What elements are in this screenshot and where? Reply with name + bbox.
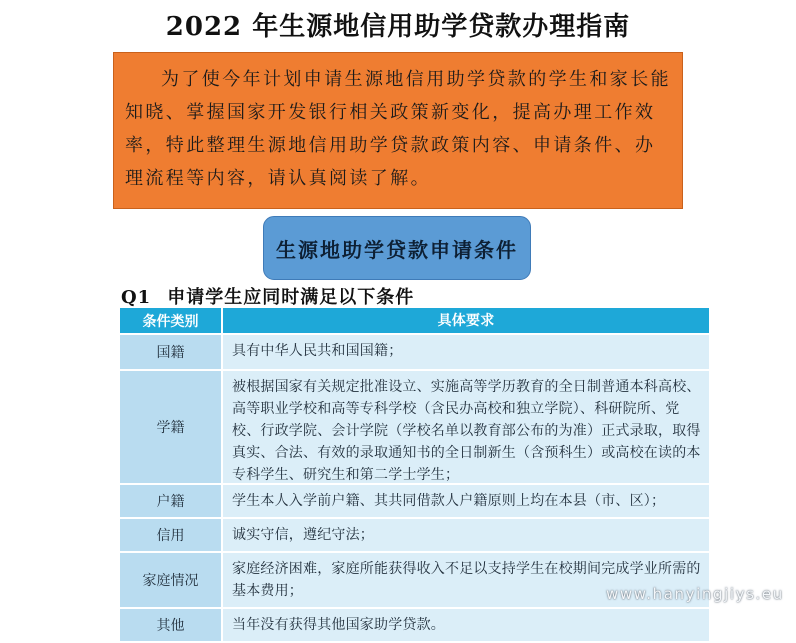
section-heading-button[interactable] <box>263 216 531 280</box>
question-number: Q1 <box>121 287 152 308</box>
table-header-row <box>120 308 709 333</box>
category-cell: 家庭情况 <box>120 553 221 607</box>
table-row <box>120 485 709 517</box>
requirement-cell: 学生本人入学前户籍、其共同借款人户籍原则上均在本县（市、区）； <box>223 485 709 517</box>
watermark: www.hanyingjiys.eu <box>606 585 784 603</box>
intro-paragraph: 为了使今年计划申请生源地信用助学贷款的学生和家长能知晓、掌握国家开发银行相关政策新变化，提高办理工作效率，特此整理生源地信用助学贷款政策内容、申请条件、办理流程等内容，请认真阅读了解。 <box>113 52 683 209</box>
section-heading-label: 生源地助学贷款申请条件 <box>276 237 518 262</box>
table-row <box>120 371 709 483</box>
table-row <box>120 519 709 551</box>
category-cell: 学籍 <box>120 371 221 483</box>
question-text: 申请学生应同时满足以下条件 <box>167 287 415 308</box>
question-heading <box>121 283 414 309</box>
requirement-cell: 家庭经济困难，家庭所能获得收入不足以支持学生在校期间完成学业所需的基本费用； <box>223 553 709 607</box>
table-row <box>120 335 709 369</box>
category-cell: 国籍 <box>120 335 221 369</box>
header-category: 条件类别 <box>120 308 221 333</box>
category-cell: 户籍 <box>120 485 221 517</box>
table-row <box>120 609 709 641</box>
requirement-cell: 诚实守信，遵纪守法； <box>223 519 709 551</box>
requirement-cell: 被根据国家有关规定批准设立、实施高等学历教育的全日制普通本科高校、高等职业学校和高等专科学校（含民办高校和独立学院）、科研院所、党校、行政学院、会计学院（学校名单以教育部公布的为准）正式录取，取得真实、合法、有效的录取通知书的全日制新生（含预科生）或高校在读的本专科学生、研究生和第二学士学生； <box>223 371 709 483</box>
requirement-cell: 具有中华人民共和国国籍； <box>223 335 709 369</box>
requirement-cell: 当年没有获得其他国家助学贷款。 <box>223 609 709 641</box>
category-cell: 其他 <box>120 609 221 641</box>
header-requirement: 具体要求 <box>223 308 709 333</box>
category-cell: 信用 <box>120 519 221 551</box>
page-title: 2022 年生源地信用助学贷款办理指南 <box>165 12 631 42</box>
